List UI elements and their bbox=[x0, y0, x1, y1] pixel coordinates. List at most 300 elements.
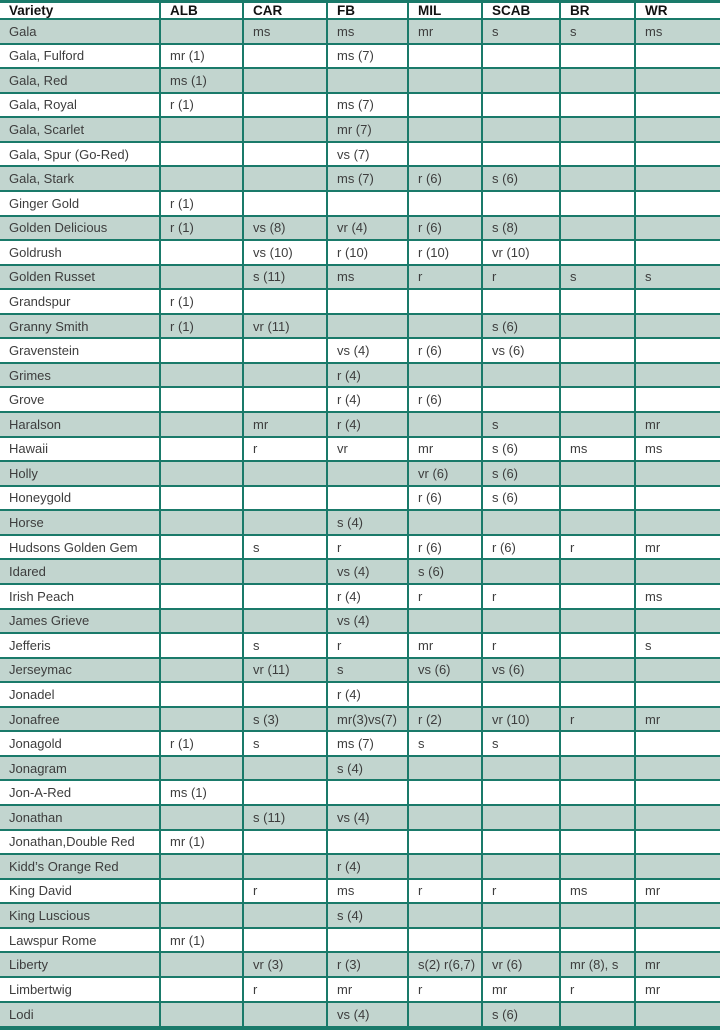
rating-cell: ms (1) bbox=[160, 780, 243, 805]
rating-cell: mr(3)vs(7) bbox=[327, 707, 408, 732]
table-row bbox=[0, 707, 720, 732]
table-row bbox=[0, 682, 720, 707]
column-header-wr: WR bbox=[635, 2, 720, 20]
rating-cell bbox=[635, 756, 720, 781]
rating-cell bbox=[408, 93, 482, 118]
rating-cell: r bbox=[243, 879, 327, 904]
table-row bbox=[0, 289, 720, 314]
rating-cell bbox=[160, 265, 243, 290]
table-row bbox=[0, 830, 720, 855]
rating-cell bbox=[482, 609, 560, 634]
variety-cell: Haralson bbox=[0, 412, 160, 437]
rating-cell bbox=[160, 658, 243, 683]
table-row bbox=[0, 338, 720, 363]
rating-cell bbox=[560, 142, 635, 167]
rating-cell: mr bbox=[243, 412, 327, 437]
rating-cell: r (6) bbox=[408, 486, 482, 511]
rating-cell: s bbox=[635, 633, 720, 658]
table-row bbox=[0, 977, 720, 1002]
rating-cell: s bbox=[560, 265, 635, 290]
rating-cell: r (1) bbox=[160, 216, 243, 241]
rating-cell: ms (7) bbox=[327, 93, 408, 118]
variety-cell: Limbertwig bbox=[0, 977, 160, 1002]
rating-cell bbox=[243, 510, 327, 535]
rating-cell: s (6) bbox=[482, 461, 560, 486]
rating-cell: s (6) bbox=[482, 1002, 560, 1029]
variety-cell: Hawaii bbox=[0, 437, 160, 462]
rating-cell bbox=[560, 117, 635, 142]
rating-cell bbox=[160, 756, 243, 781]
rating-cell: mr (1) bbox=[160, 44, 243, 69]
variety-cell: Honeygold bbox=[0, 486, 160, 511]
rating-cell bbox=[560, 682, 635, 707]
rating-cell bbox=[560, 216, 635, 241]
rating-cell bbox=[635, 338, 720, 363]
rating-cell bbox=[243, 387, 327, 412]
table-row bbox=[0, 68, 720, 93]
rating-cell bbox=[327, 68, 408, 93]
rating-cell: vs (6) bbox=[482, 658, 560, 683]
table-row bbox=[0, 387, 720, 412]
rating-cell bbox=[160, 707, 243, 732]
table-row bbox=[0, 142, 720, 167]
rating-cell: r (6) bbox=[482, 535, 560, 560]
rating-cell bbox=[327, 486, 408, 511]
variety-cell: James Grieve bbox=[0, 609, 160, 634]
rating-cell: r (6) bbox=[408, 166, 482, 191]
variety-cell: Golden Delicious bbox=[0, 216, 160, 241]
rating-cell bbox=[560, 609, 635, 634]
rating-cell: mr bbox=[408, 437, 482, 462]
rating-cell: s bbox=[482, 731, 560, 756]
rating-cell bbox=[635, 731, 720, 756]
variety-cell: Jonagold bbox=[0, 731, 160, 756]
rating-cell: r (4) bbox=[327, 363, 408, 388]
table-row bbox=[0, 658, 720, 683]
rating-cell bbox=[635, 117, 720, 142]
rating-cell: s (3) bbox=[243, 707, 327, 732]
rating-cell bbox=[327, 191, 408, 216]
rating-cell bbox=[243, 166, 327, 191]
rating-cell: s (6) bbox=[408, 559, 482, 584]
rating-cell bbox=[160, 1002, 243, 1029]
rating-cell: r (10) bbox=[408, 240, 482, 265]
rating-cell bbox=[408, 142, 482, 167]
rating-cell: r (4) bbox=[327, 412, 408, 437]
rating-cell: s bbox=[408, 731, 482, 756]
rating-cell: r bbox=[482, 265, 560, 290]
rating-cell bbox=[560, 44, 635, 69]
rating-cell: r (4) bbox=[327, 854, 408, 879]
rating-cell bbox=[160, 903, 243, 928]
rating-cell bbox=[160, 363, 243, 388]
rating-cell bbox=[635, 93, 720, 118]
rating-cell: vs (4) bbox=[327, 805, 408, 830]
rating-cell bbox=[482, 805, 560, 830]
rating-cell: r (1) bbox=[160, 289, 243, 314]
rating-cell bbox=[635, 486, 720, 511]
rating-cell bbox=[160, 338, 243, 363]
rating-cell: mr bbox=[408, 633, 482, 658]
variety-cell: Irish Peach bbox=[0, 584, 160, 609]
rating-cell: r bbox=[408, 584, 482, 609]
table-row bbox=[0, 584, 720, 609]
rating-cell: r (6) bbox=[408, 387, 482, 412]
variety-cell: Gala, Spur (Go-Red) bbox=[0, 142, 160, 167]
table-body bbox=[0, 19, 720, 1028]
rating-cell bbox=[160, 633, 243, 658]
column-header-alb: ALB bbox=[160, 2, 243, 20]
rating-cell bbox=[482, 44, 560, 69]
rating-cell bbox=[408, 191, 482, 216]
rating-cell: r bbox=[243, 437, 327, 462]
rating-cell: s (6) bbox=[482, 166, 560, 191]
table-row bbox=[0, 166, 720, 191]
rating-cell bbox=[635, 510, 720, 535]
rating-cell: r bbox=[560, 977, 635, 1002]
table-row bbox=[0, 903, 720, 928]
rating-cell bbox=[560, 756, 635, 781]
rating-cell bbox=[408, 1002, 482, 1029]
rating-cell bbox=[635, 68, 720, 93]
rating-cell bbox=[635, 363, 720, 388]
rating-cell bbox=[243, 44, 327, 69]
rating-cell bbox=[635, 830, 720, 855]
table-row bbox=[0, 879, 720, 904]
variety-cell: Lawspur Rome bbox=[0, 928, 160, 953]
rating-cell bbox=[560, 387, 635, 412]
rating-cell: vs (6) bbox=[408, 658, 482, 683]
rating-cell bbox=[635, 682, 720, 707]
rating-cell bbox=[560, 412, 635, 437]
rating-cell bbox=[243, 584, 327, 609]
rating-cell bbox=[560, 486, 635, 511]
rating-cell: ms bbox=[243, 19, 327, 44]
rating-cell bbox=[635, 44, 720, 69]
rating-cell: vs (6) bbox=[482, 338, 560, 363]
rating-cell: r bbox=[560, 707, 635, 732]
table-row bbox=[0, 731, 720, 756]
rating-cell bbox=[160, 412, 243, 437]
rating-cell: r bbox=[482, 879, 560, 904]
rating-cell: r (6) bbox=[408, 216, 482, 241]
rating-cell bbox=[243, 68, 327, 93]
rating-cell bbox=[243, 191, 327, 216]
rating-cell: r bbox=[327, 633, 408, 658]
rating-cell bbox=[243, 338, 327, 363]
rating-cell bbox=[635, 805, 720, 830]
rating-cell bbox=[560, 805, 635, 830]
rating-cell bbox=[243, 559, 327, 584]
rating-cell bbox=[560, 658, 635, 683]
rating-cell bbox=[635, 166, 720, 191]
rating-cell: s (4) bbox=[327, 756, 408, 781]
rating-cell bbox=[635, 461, 720, 486]
variety-cell: Kidd’s Orange Red bbox=[0, 854, 160, 879]
rating-cell: r bbox=[408, 879, 482, 904]
rating-cell: mr (7) bbox=[327, 117, 408, 142]
variety-cell: Grove bbox=[0, 387, 160, 412]
rating-cell bbox=[160, 486, 243, 511]
rating-cell: vr (6) bbox=[482, 952, 560, 977]
table-row bbox=[0, 314, 720, 339]
rating-cell: r bbox=[243, 977, 327, 1002]
variety-cell: Jonadel bbox=[0, 682, 160, 707]
rating-cell bbox=[482, 559, 560, 584]
rating-cell bbox=[243, 756, 327, 781]
rating-cell: s (6) bbox=[482, 437, 560, 462]
rating-cell bbox=[635, 216, 720, 241]
rating-cell bbox=[243, 609, 327, 634]
table-row bbox=[0, 93, 720, 118]
rating-cell: vr (10) bbox=[482, 707, 560, 732]
rating-cell: r bbox=[482, 584, 560, 609]
column-header-scab: SCAB bbox=[482, 2, 560, 20]
rating-cell bbox=[408, 68, 482, 93]
rating-cell: r (2) bbox=[408, 707, 482, 732]
table-row bbox=[0, 19, 720, 44]
rating-cell: r (6) bbox=[408, 535, 482, 560]
variety-cell: Granny Smith bbox=[0, 314, 160, 339]
variety-cell: King David bbox=[0, 879, 160, 904]
rating-cell: ms bbox=[635, 19, 720, 44]
rating-cell: vs (4) bbox=[327, 559, 408, 584]
table-row bbox=[0, 437, 720, 462]
rating-cell bbox=[160, 977, 243, 1002]
rating-cell bbox=[482, 363, 560, 388]
rating-cell: vr (11) bbox=[243, 314, 327, 339]
rating-cell: mr bbox=[635, 977, 720, 1002]
rating-cell: s bbox=[243, 633, 327, 658]
rating-cell bbox=[482, 93, 560, 118]
variety-cell: Gala, Scarlet bbox=[0, 117, 160, 142]
variety-cell: Horse bbox=[0, 510, 160, 535]
rating-cell: mr bbox=[635, 535, 720, 560]
rating-cell: ms bbox=[327, 19, 408, 44]
rating-cell bbox=[560, 363, 635, 388]
rating-cell bbox=[243, 1002, 327, 1029]
rating-cell: s bbox=[482, 19, 560, 44]
rating-cell: r (1) bbox=[160, 93, 243, 118]
rating-cell bbox=[482, 854, 560, 879]
rating-cell bbox=[243, 93, 327, 118]
rating-cell: ms (1) bbox=[160, 68, 243, 93]
rating-cell: ms bbox=[327, 265, 408, 290]
rating-cell: vr (11) bbox=[243, 658, 327, 683]
rating-cell bbox=[635, 854, 720, 879]
rating-cell bbox=[635, 191, 720, 216]
rating-cell bbox=[160, 609, 243, 634]
rating-cell: vr (3) bbox=[243, 952, 327, 977]
rating-cell bbox=[635, 559, 720, 584]
rating-cell bbox=[482, 191, 560, 216]
column-header-fb: FB bbox=[327, 2, 408, 20]
column-header-mil: MIL bbox=[408, 2, 482, 20]
rating-cell: r (1) bbox=[160, 314, 243, 339]
rating-cell bbox=[160, 510, 243, 535]
rating-cell bbox=[160, 117, 243, 142]
rating-cell bbox=[327, 289, 408, 314]
rating-cell bbox=[560, 854, 635, 879]
rating-cell bbox=[635, 314, 720, 339]
variety-cell: Jonafree bbox=[0, 707, 160, 732]
variety-cell: Jerseymac bbox=[0, 658, 160, 683]
rating-cell: r bbox=[327, 535, 408, 560]
rating-cell bbox=[482, 387, 560, 412]
rating-cell bbox=[160, 682, 243, 707]
variety-cell: Idared bbox=[0, 559, 160, 584]
rating-cell bbox=[408, 928, 482, 953]
rating-cell bbox=[243, 289, 327, 314]
rating-cell bbox=[560, 240, 635, 265]
rating-cell: s(2) r(6,7) bbox=[408, 952, 482, 977]
rating-cell: ms (7) bbox=[327, 731, 408, 756]
rating-cell: s (6) bbox=[482, 486, 560, 511]
rating-cell bbox=[243, 780, 327, 805]
rating-cell bbox=[560, 559, 635, 584]
rating-cell bbox=[160, 535, 243, 560]
rating-cell: s bbox=[560, 19, 635, 44]
rating-cell bbox=[327, 830, 408, 855]
table-row bbox=[0, 117, 720, 142]
rating-cell: mr bbox=[408, 19, 482, 44]
rating-cell: s bbox=[635, 265, 720, 290]
rating-cell bbox=[408, 44, 482, 69]
rating-cell bbox=[560, 166, 635, 191]
rating-cell: r bbox=[408, 265, 482, 290]
rating-cell bbox=[560, 191, 635, 216]
rating-cell: r bbox=[408, 977, 482, 1002]
variety-cell: Liberty bbox=[0, 952, 160, 977]
rating-cell bbox=[635, 658, 720, 683]
variety-cell: King Luscious bbox=[0, 903, 160, 928]
rating-cell bbox=[482, 756, 560, 781]
rating-cell: ms (7) bbox=[327, 44, 408, 69]
table-row bbox=[0, 756, 720, 781]
rating-cell: r bbox=[482, 633, 560, 658]
table-row bbox=[0, 240, 720, 265]
variety-cell: Holly bbox=[0, 461, 160, 486]
variety-cell: Jonagram bbox=[0, 756, 160, 781]
variety-cell: Grimes bbox=[0, 363, 160, 388]
rating-cell bbox=[482, 682, 560, 707]
variety-cell: Gala, Royal bbox=[0, 93, 160, 118]
rating-cell: s (4) bbox=[327, 903, 408, 928]
variety-cell: Lodi bbox=[0, 1002, 160, 1029]
rating-cell: mr (1) bbox=[160, 830, 243, 855]
rating-cell bbox=[160, 805, 243, 830]
variety-cell: Jonathan bbox=[0, 805, 160, 830]
table-row bbox=[0, 609, 720, 634]
rating-cell: mr (1) bbox=[160, 928, 243, 953]
variety-cell: Goldrush bbox=[0, 240, 160, 265]
rating-cell bbox=[482, 928, 560, 953]
rating-cell: s bbox=[482, 412, 560, 437]
rating-cell bbox=[482, 780, 560, 805]
rating-cell bbox=[482, 289, 560, 314]
rating-cell: ms bbox=[560, 437, 635, 462]
table-row bbox=[0, 265, 720, 290]
rating-cell: vs (8) bbox=[243, 216, 327, 241]
rating-cell: vs (4) bbox=[327, 338, 408, 363]
variety-cell: Golden Russet bbox=[0, 265, 160, 290]
rating-cell bbox=[408, 805, 482, 830]
rating-cell bbox=[408, 314, 482, 339]
rating-cell bbox=[408, 510, 482, 535]
rating-cell bbox=[560, 731, 635, 756]
rating-cell bbox=[482, 830, 560, 855]
rating-cell bbox=[635, 780, 720, 805]
rating-cell bbox=[243, 854, 327, 879]
variety-cell: Gala, Red bbox=[0, 68, 160, 93]
variety-cell: Hudsons Golden Gem bbox=[0, 535, 160, 560]
rating-cell: mr bbox=[635, 412, 720, 437]
rating-cell bbox=[635, 387, 720, 412]
rating-cell: mr bbox=[635, 707, 720, 732]
rating-cell: vr (6) bbox=[408, 461, 482, 486]
rating-cell bbox=[560, 289, 635, 314]
rating-cell: vs (7) bbox=[327, 142, 408, 167]
rating-cell bbox=[560, 584, 635, 609]
rating-cell: r (1) bbox=[160, 731, 243, 756]
variety-cell: Gravenstein bbox=[0, 338, 160, 363]
rating-cell bbox=[408, 756, 482, 781]
rating-cell: vs (4) bbox=[327, 609, 408, 634]
rating-cell bbox=[635, 1002, 720, 1029]
rating-cell bbox=[160, 854, 243, 879]
rating-cell bbox=[327, 314, 408, 339]
rating-cell bbox=[408, 412, 482, 437]
table-row bbox=[0, 461, 720, 486]
rating-cell bbox=[160, 387, 243, 412]
rating-cell: s (6) bbox=[482, 314, 560, 339]
rating-cell: mr bbox=[635, 879, 720, 904]
rating-cell bbox=[160, 584, 243, 609]
rating-cell: mr (8), s bbox=[560, 952, 635, 977]
rating-cell bbox=[560, 780, 635, 805]
column-header-br: BR bbox=[560, 2, 635, 20]
rating-cell bbox=[560, 928, 635, 953]
table-row bbox=[0, 1002, 720, 1029]
rating-cell bbox=[635, 609, 720, 634]
rating-cell bbox=[635, 142, 720, 167]
rating-cell bbox=[560, 93, 635, 118]
variety-cell: Jon-A-Red bbox=[0, 780, 160, 805]
table-row bbox=[0, 191, 720, 216]
table-row bbox=[0, 510, 720, 535]
rating-cell bbox=[560, 338, 635, 363]
variety-cell: Ginger Gold bbox=[0, 191, 160, 216]
rating-cell bbox=[243, 682, 327, 707]
rating-cell bbox=[560, 830, 635, 855]
table-row bbox=[0, 805, 720, 830]
rating-cell: r bbox=[560, 535, 635, 560]
table-row bbox=[0, 535, 720, 560]
rating-cell: r (1) bbox=[160, 191, 243, 216]
rating-cell bbox=[635, 240, 720, 265]
rating-cell bbox=[327, 928, 408, 953]
rating-cell bbox=[408, 903, 482, 928]
rating-cell bbox=[635, 903, 720, 928]
rating-cell bbox=[160, 952, 243, 977]
rating-cell bbox=[560, 314, 635, 339]
rating-cell bbox=[408, 117, 482, 142]
rating-cell: r (10) bbox=[327, 240, 408, 265]
rating-cell bbox=[243, 461, 327, 486]
rating-cell bbox=[408, 289, 482, 314]
variety-cell: Gala, Stark bbox=[0, 166, 160, 191]
rating-cell bbox=[560, 1002, 635, 1029]
